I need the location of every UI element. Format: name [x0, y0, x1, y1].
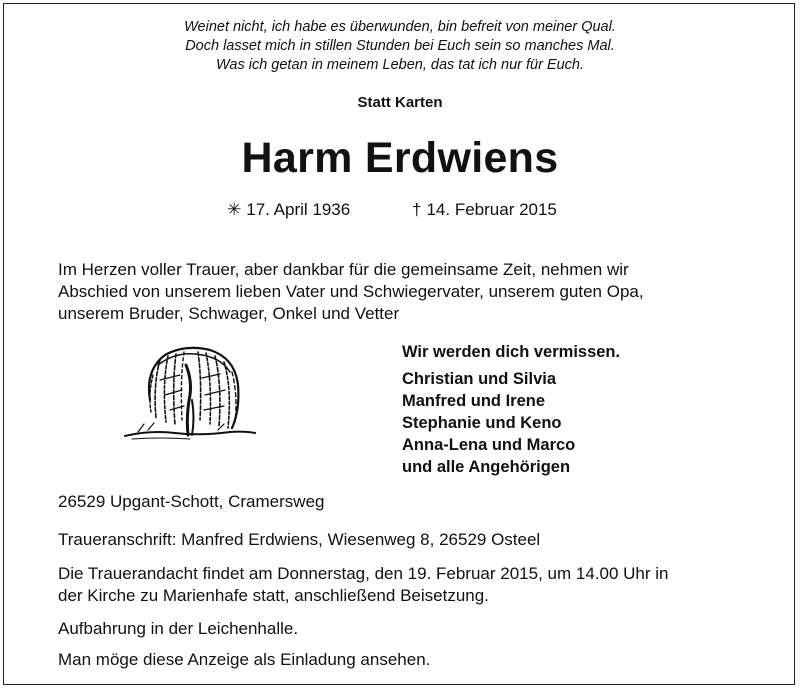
intro-line: unserem Bruder, Schwager, Onkel und Vetter — [58, 304, 400, 323]
poem — [0, 18, 800, 75]
death-date — [412, 200, 557, 220]
mourner-name: Stephanie und Keno — [402, 414, 562, 432]
poem-line: Weinet nicht, ich habe es überwunden, bin befreit von meiner Qual. — [184, 19, 616, 35]
mourner-name: Anna-Lena und Marco — [402, 436, 576, 454]
mourner-name: Manfred und Irene — [402, 392, 546, 410]
einladung-text: Man möge diese Anzeige als Einladung ansehen. — [58, 650, 431, 669]
andacht-text — [58, 563, 758, 607]
birth-date — [227, 200, 350, 220]
deceased-name: Harm Erdwiens — [241, 134, 559, 182]
intro-line: Abschied von unserem lieben Vater und Schwiegervater, unserem guten Opa, — [58, 282, 644, 301]
andacht-line: der Kirche zu Marienhafe statt, anschließend Beisetzung. — [58, 586, 489, 605]
birth-star-icon: ✳ — [227, 200, 242, 219]
birth-date-text: 17. April 1936 — [246, 200, 351, 219]
poem-line: Was ich getan in meinem Leben, das tat ich nur für Euch. — [215, 57, 585, 73]
trauer-anschrift: Traueranschrift: Manfred Erdwiens, Wiesenweg 8, 26529 Osteel — [58, 530, 541, 549]
andacht-line: Die Trauerandacht findet am Donnerstag, den 19. Februar 2015, um 14.00 Uhr in — [58, 564, 669, 583]
statt-karten: Statt Karten — [357, 94, 443, 111]
weeping-willow-icon — [120, 340, 260, 450]
mourner-name: und alle Angehörigen — [402, 458, 571, 476]
intro-line: Im Herzen voller Trauer, aber dankbar für die gemeinsame Zeit, nehmen wir — [58, 260, 629, 279]
family-address: 26529 Upgant-Schott, Cramersweg — [58, 492, 325, 511]
poem-line: Doch lasset mich in stillen Stunden bei Euch sein so manches Mal. — [185, 38, 615, 54]
mourners-block — [402, 341, 620, 478]
intro-text — [58, 259, 758, 325]
death-date-text: 14. Februar 2015 — [426, 200, 557, 219]
death-cross-icon: † — [412, 200, 422, 219]
mourners-heading: Wir werden dich vermissen. — [402, 343, 621, 361]
mourner-name: Christian und Silvia — [402, 370, 557, 388]
aufbahrung-text: Aufbahrung in der Leichenhalle. — [58, 619, 299, 638]
